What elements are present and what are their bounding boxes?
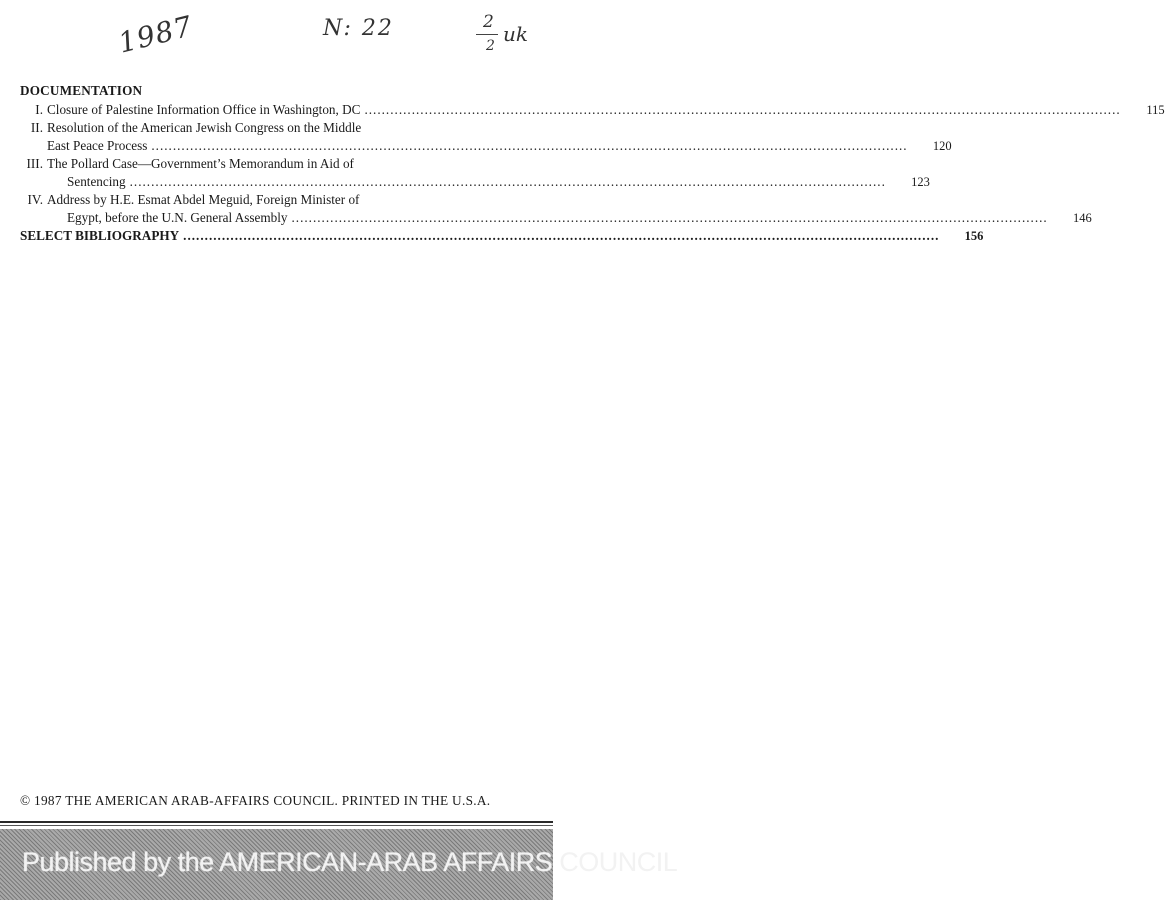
dot-leader: ................................................................................................................................................................................ (183, 228, 940, 243)
entry-page-number: 120 (932, 139, 952, 153)
entry-page-number: 115 (1146, 103, 1165, 117)
handwritten-number: N: 22 (323, 16, 394, 41)
entry-title-continued: Sentencing (67, 174, 126, 189)
bibliography-entry (20, 227, 984, 245)
entry-page-number: 123 (911, 175, 930, 189)
entry-title: Closure of Palestine Information Office in Washington, DC (47, 102, 361, 117)
entry-numeral: II. (30, 120, 43, 135)
toc-entry (20, 191, 1092, 227)
entry-title: Resolution of the American Jewish Congress on the Middle (47, 120, 362, 135)
dot-leader: ................................................................................................................................................................................ (151, 138, 908, 153)
footer-rule (0, 821, 553, 823)
entry-numeral: I. (35, 102, 43, 117)
copyright-notice: © 1987 THE AMERICAN ARAB-AFFAIRS COUNCIL. PRINTED IN THE U.S.A. (20, 793, 491, 808)
bibliography-label: SELECT BIBLIOGRAPHY (20, 228, 180, 243)
entry-numeral: III. (26, 156, 43, 171)
entry-title: Address by H.E. Esmat Abdel Meguid, Foreign Minister of (47, 192, 360, 207)
dot-leader: ................................................................................................................................................................................ (364, 102, 1121, 117)
dot-leader: ................................................................................................................................................................................ (129, 174, 886, 189)
entry-title-continued: Egypt, before the U.N. General Assembly (67, 210, 288, 225)
handwritten-year: 1987 (115, 9, 197, 60)
handwritten-fraction-bar (476, 34, 498, 35)
handwritten-suffix: uk (503, 22, 528, 46)
table-of-contents (20, 82, 1165, 245)
toc-entry (20, 101, 1165, 119)
entry-title: The Pollard Case—Government’s Memorandum in Aid of (47, 156, 354, 171)
bibliography-page-number: 156 (964, 229, 984, 243)
footer-rule-thin (0, 825, 553, 826)
dot-leader: ................................................................................................................................................................................ (291, 210, 1048, 225)
publisher-text: Published by the AMERICAN-ARAB AFFAIRS COUNCIL (22, 847, 678, 877)
entry-numeral: IV. (27, 192, 43, 207)
handwritten-fraction-bottom: 2 (486, 38, 495, 54)
handwritten-fraction-top: 2 (483, 12, 494, 32)
entry-title-continued: East Peace Process (47, 138, 148, 153)
toc-entry (20, 155, 930, 191)
publisher-banner (0, 829, 678, 900)
toc-entry (20, 119, 952, 155)
section-heading: DOCUMENTATION (20, 83, 143, 98)
entry-page-number: 146 (1072, 211, 1092, 225)
